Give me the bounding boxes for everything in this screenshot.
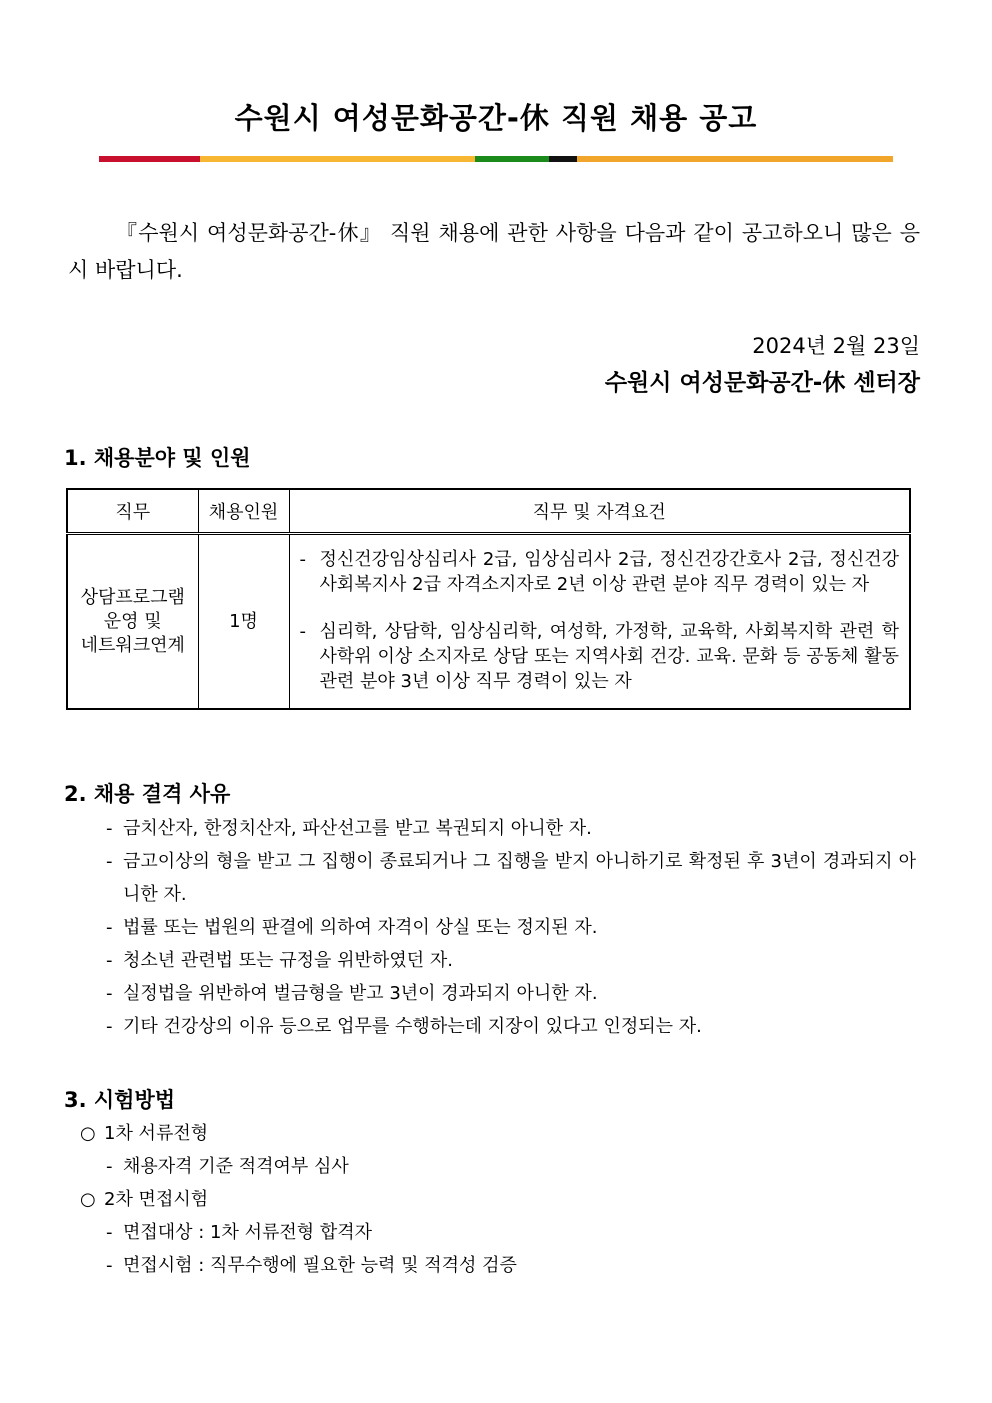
requirement-item bbox=[298, 547, 900, 597]
list-item bbox=[106, 845, 916, 911]
list-item bbox=[106, 911, 916, 944]
exam-method-list bbox=[80, 1117, 517, 1282]
exam-step-detail bbox=[80, 1150, 517, 1183]
dash-marker: - bbox=[106, 818, 113, 839]
job-cell bbox=[67, 534, 198, 710]
color-bar-yellow-segment bbox=[200, 156, 475, 162]
table-header-row bbox=[67, 489, 910, 534]
disqualification-list bbox=[106, 812, 916, 1043]
header-count: 채용인원 bbox=[198, 489, 289, 534]
list-item bbox=[106, 812, 916, 845]
announcement-signer: 수원시 여성문화공간-休 센터장 bbox=[604, 370, 920, 396]
section2-heading: 2. 채용 결격 사유 bbox=[64, 782, 231, 806]
requirement-text: 정신건강임상심리사 2급, 임상심리사 2급, 정신건강간호사 2급, 정신건강사회복지사 2급 자격소지자로 2년 이상 관련 분야 직무 경력이 있는 자 bbox=[319, 549, 899, 595]
dash-marker: - bbox=[106, 917, 113, 938]
exam-step-label: 1차 서류전형 bbox=[104, 1123, 209, 1144]
color-bar-orange-segment bbox=[577, 156, 893, 162]
exam-step-detail bbox=[80, 1249, 517, 1282]
list-item bbox=[106, 1010, 916, 1043]
job-name-line: 상담프로그램 bbox=[80, 586, 185, 608]
dash-marker: - bbox=[106, 1255, 113, 1276]
header-job: 직무 bbox=[67, 489, 198, 534]
intro-paragraph: 『수원시 여성문화공간-休』 직원 채용에 관한 사항을 다음과 같이 공고하오니 많은 응시 바랍니다. bbox=[68, 221, 920, 282]
dash-marker: - bbox=[299, 621, 306, 642]
job-name-line: 네트워크연계 bbox=[80, 634, 185, 656]
exam-step-detail-text: 채용자격 기준 적격여부 심사 bbox=[123, 1156, 349, 1177]
exam-step-detail-text: 면접시험 : 직무수행에 필요한 능력 및 적격성 검증 bbox=[123, 1255, 517, 1276]
job-name-line: 운영 및 bbox=[103, 610, 162, 632]
list-item bbox=[106, 977, 916, 1010]
announcement-date: 2024년 2월 23일 bbox=[752, 334, 920, 358]
header-requirements: 직무 및 자격요건 bbox=[289, 489, 910, 534]
list-item-text: 금치산자, 한정치산자, 파산선고를 받고 복권되지 아니한 자. bbox=[123, 818, 592, 839]
requirement-text: 심리학, 상담학, 임상심리학, 여성학, 가정학, 교육학, 사회복지학 관련 학사학위 이상 소지자로 상담 또는 지역사회 건강. 교육. 문화 등 공동체 활동 관련 분야 3년 이상 직무 경력이 있는 자 bbox=[319, 621, 899, 692]
dash-marker: - bbox=[106, 1016, 113, 1037]
count-cell: 1명 bbox=[198, 534, 289, 710]
section3-heading: 3. 시험방법 bbox=[64, 1088, 176, 1112]
list-item-text: 금고이상의 형을 받고 그 집행이 종료되거나 그 집행을 받지 아니하기로 확정된 후 3년이 경과되지 아니한 자. bbox=[123, 851, 916, 905]
section1-heading: 1. 채용분야 및 인원 bbox=[64, 446, 251, 470]
exam-step-detail-text: 면접대상 : 1차 서류전형 합격자 bbox=[123, 1222, 373, 1243]
color-bar-black-segment bbox=[549, 156, 577, 162]
dash-marker: - bbox=[106, 983, 113, 1004]
circle-bullet-icon: ○ bbox=[80, 1123, 96, 1144]
exam-step bbox=[80, 1117, 517, 1150]
exam-step-detail bbox=[80, 1216, 517, 1249]
list-item-text: 법률 또는 법원의 판결에 의하여 자격이 상실 또는 정지된 자. bbox=[123, 917, 598, 938]
requirement-item bbox=[298, 619, 900, 694]
decorative-color-bar bbox=[99, 156, 893, 162]
list-item bbox=[106, 944, 916, 977]
dash-marker: - bbox=[106, 1156, 113, 1177]
dash-marker: - bbox=[106, 851, 113, 872]
dash-marker: - bbox=[106, 1222, 113, 1243]
circle-bullet-icon: ○ bbox=[80, 1189, 96, 1210]
requirements-cell bbox=[289, 534, 910, 710]
list-item-text: 실정법을 위반하여 벌금형을 받고 3년이 경과되지 아니한 자. bbox=[123, 983, 598, 1004]
list-item-text: 기타 건강상의 이유 등으로 업무를 수행하는데 지장이 있다고 인정되는 자. bbox=[123, 1016, 702, 1037]
recruitment-table bbox=[66, 488, 911, 710]
document-title: 수원시 여성문화공간-休 직원 채용 공고 bbox=[234, 101, 758, 135]
table-row bbox=[67, 534, 910, 710]
dash-marker: - bbox=[106, 950, 113, 971]
color-bar-green-segment bbox=[475, 156, 549, 162]
exam-step-label: 2차 면접시험 bbox=[104, 1189, 209, 1210]
color-bar-red-segment bbox=[99, 156, 200, 162]
exam-step bbox=[80, 1183, 517, 1216]
list-item-text: 청소년 관련법 또는 규정을 위반하였던 자. bbox=[123, 950, 453, 971]
dash-marker: - bbox=[299, 549, 306, 570]
